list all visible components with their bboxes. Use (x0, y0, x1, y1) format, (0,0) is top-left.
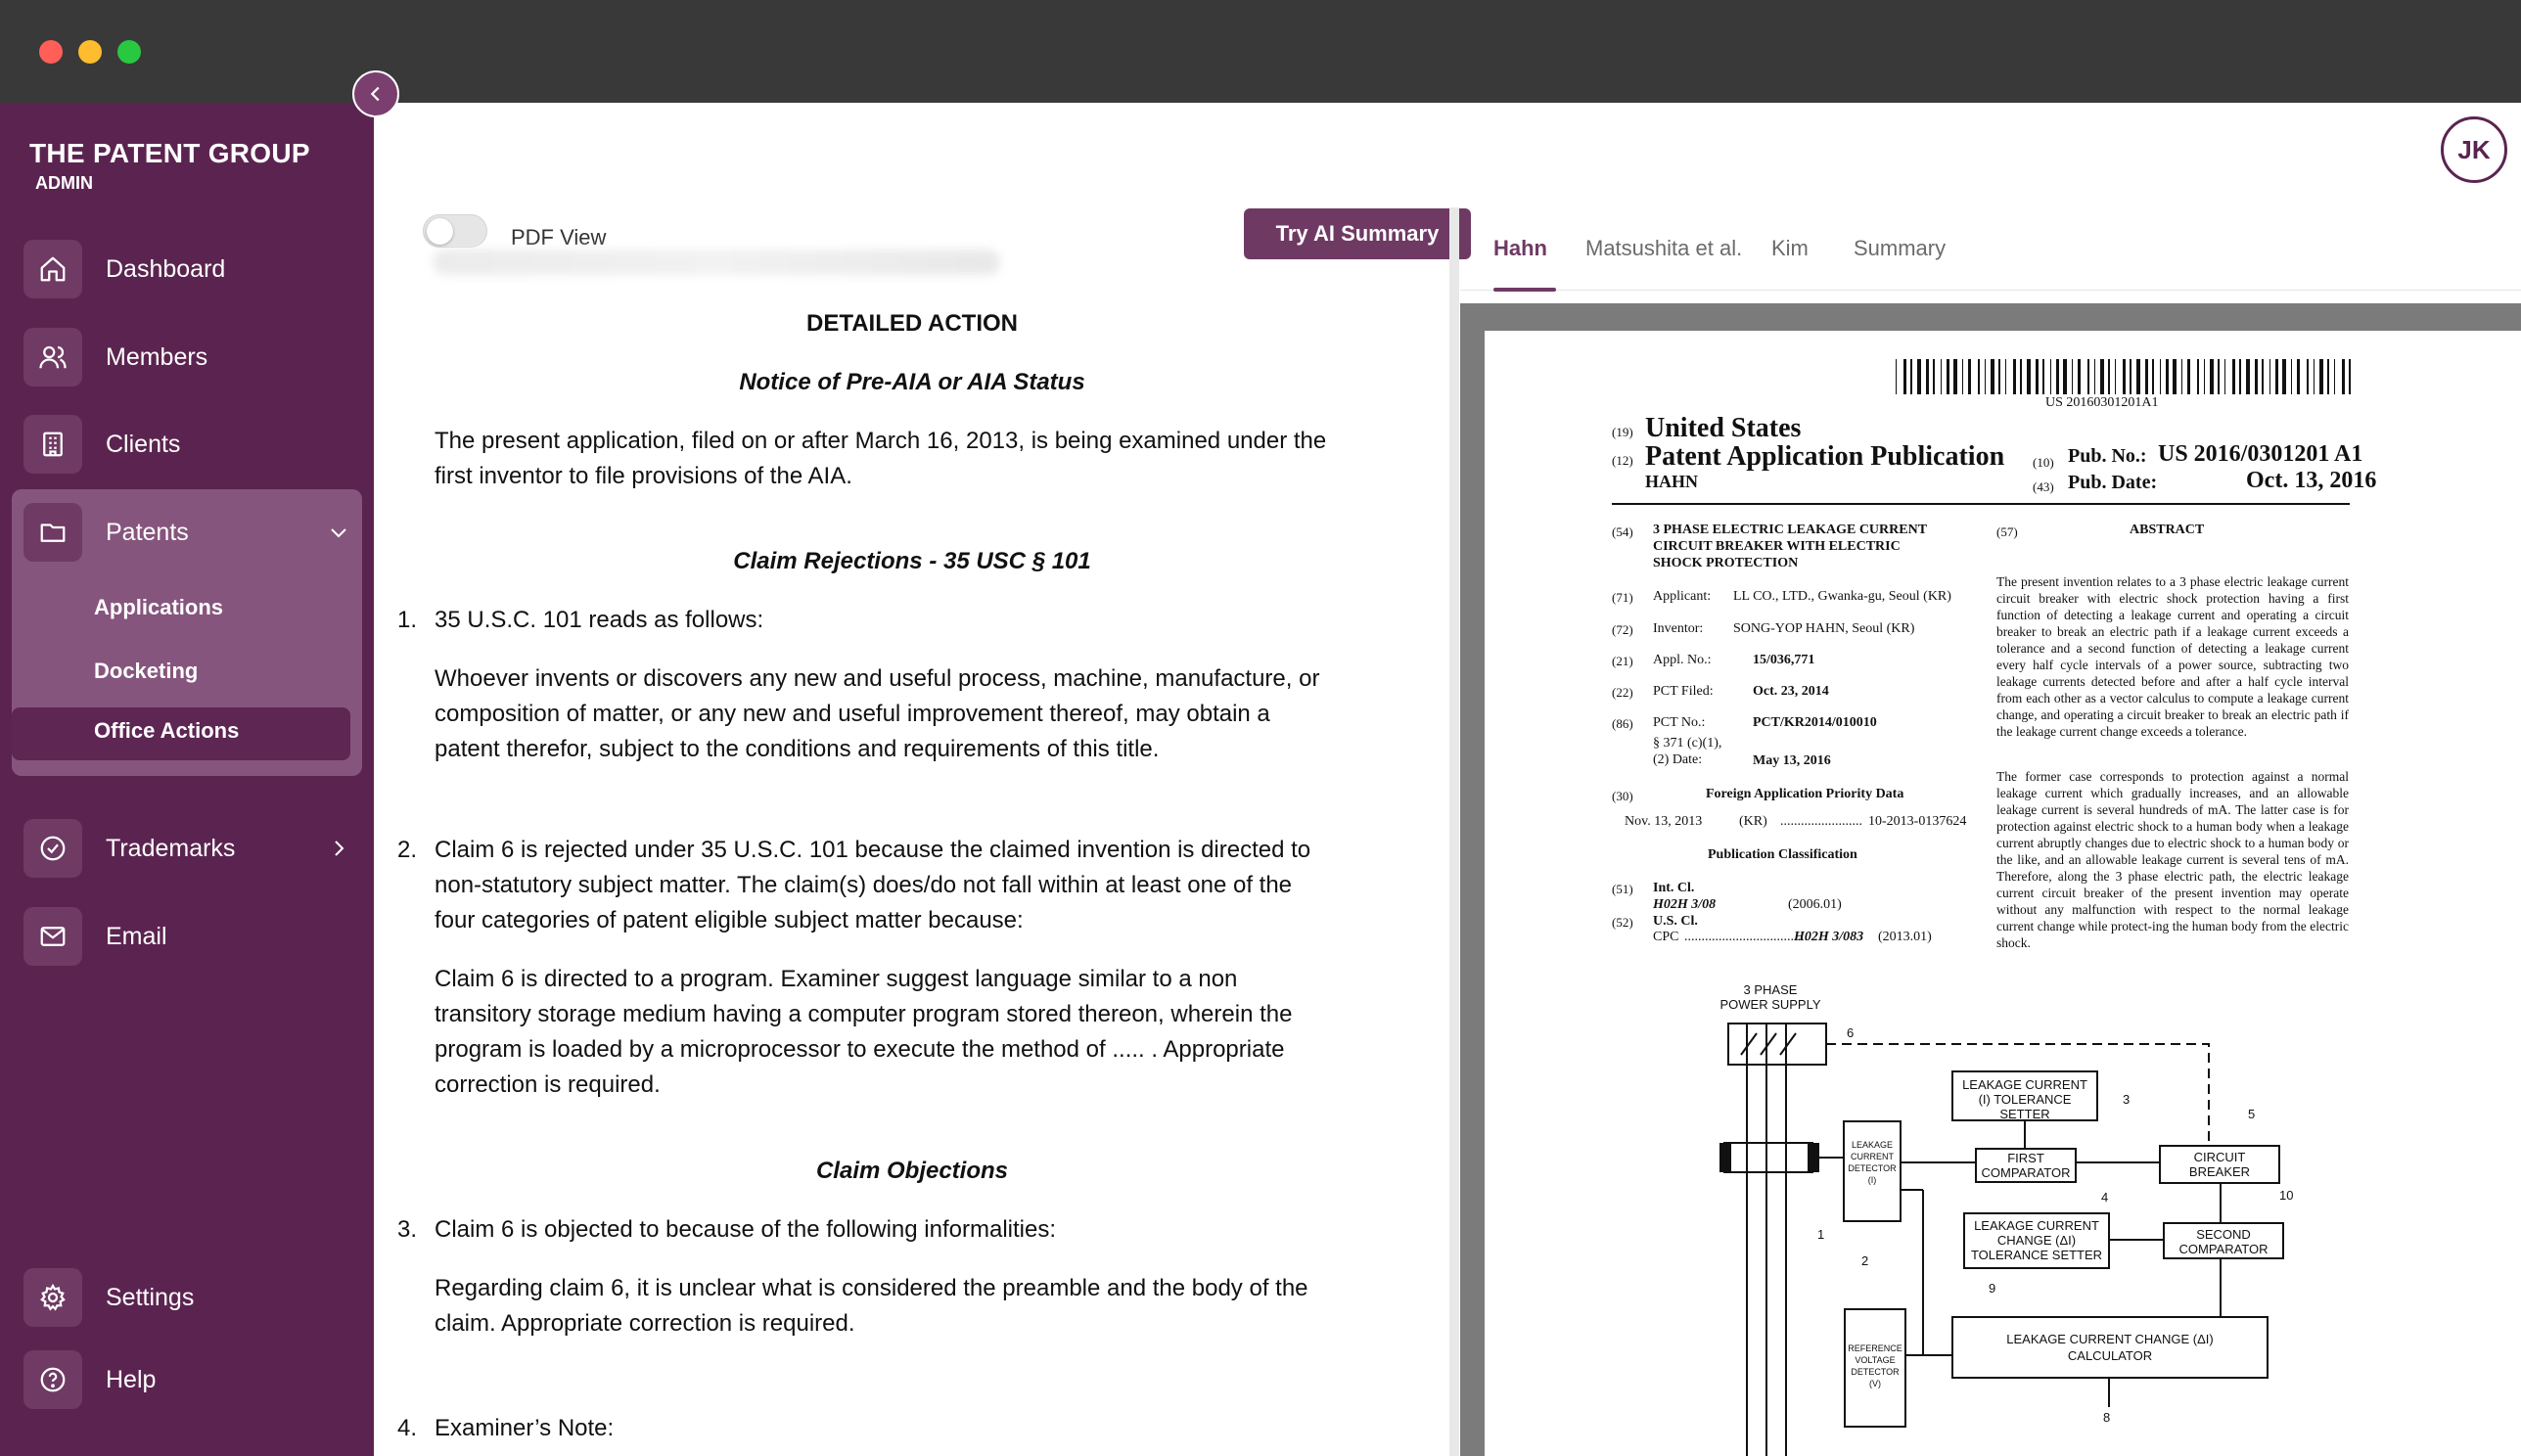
field-label: PCT No.: (1653, 715, 1706, 730)
office-action-document (374, 103, 1441, 1456)
folder-icon (23, 503, 82, 562)
avatar[interactable]: JK (2441, 116, 2507, 183)
inid-code: (43) (2033, 479, 2054, 494)
tab-kim[interactable]: Kim (1771, 236, 1809, 260)
sidebar-item-trademarks[interactable] (23, 817, 362, 880)
sidebar-item-dashboard[interactable] (23, 238, 362, 300)
home-icon (23, 240, 82, 298)
blurred-text (433, 250, 1000, 275)
objections-heading: Claim Objections (815, 1158, 1009, 1184)
diagram-label: 3 PHASE (1743, 982, 1798, 997)
item-text: Claim 6 is objected to because of the following informalities: (435, 1216, 1056, 1243)
field-label: Applicant: (1653, 589, 1712, 604)
inid-code: (30) (1612, 789, 1633, 803)
inid-code: (22) (1612, 685, 1633, 700)
item-text: Claim 6 is rejected under 35 U.S.C. 101 because the claimed invention is directed to (435, 837, 1311, 863)
diagram-label: COMPARATOR (1981, 1165, 2071, 1180)
detail-line: Claim 6 is directed to a program. Examiner suggest language similar to a non (435, 966, 1238, 992)
sidebar-item-label: Email (106, 922, 167, 950)
item-text: Examiner’s Note: (435, 1415, 615, 1441)
tab-hahn[interactable]: Hahn (1493, 236, 1547, 260)
pdf-page (1485, 331, 2521, 1456)
close-window-button[interactable] (39, 40, 63, 64)
item-text: 35 U.S.C. 101 reads as follows: (435, 607, 764, 633)
field-label: § 371 (c)(1), (1653, 736, 1722, 751)
abstract-heading: ABSTRACT (2130, 523, 2205, 537)
inid-code: (12) (1612, 453, 1633, 468)
item-text: four categories of patent eligible subject matter because: (435, 907, 1024, 933)
gear-icon (23, 1268, 82, 1327)
field-value: May 13, 2016 (1753, 753, 1831, 768)
sidebar-item-members[interactable] (23, 326, 362, 388)
pub-date: Oct. 13, 2016 (2246, 468, 2377, 493)
notice-heading: Notice of Pre-AIA or AIA Status (739, 369, 1085, 395)
building-icon (23, 415, 82, 474)
sidebar-subitem-office-actions[interactable]: Office Actions (94, 718, 240, 743)
maximize-window-button[interactable] (117, 40, 141, 64)
chevron-left-icon (365, 83, 387, 105)
diagram-label: (I) TOLERANCE (1978, 1092, 2072, 1107)
diagram-ref: 5 (2248, 1107, 2256, 1121)
active-tab-indicator (1493, 288, 1556, 292)
panel-divider[interactable] (1449, 207, 1459, 1456)
abstract-paragraph: The present invention relates to a 3 phase electric leakage current circuit breaker with electric shock protection having a first function of detecting a leakage current and operating a circuit breaker to break an electric path if a leakage current exceeds a tolerance and a second function of detecting a leakage current every half cycle intervals of a power source, subtracting two leakage currents detected before and after a half cycle interval from each other as a vector calculus to compute a leakage current change, and operating a circuit breaker to break an electric path if the leakage current change exceeds a tolerance. (1996, 574, 2349, 739)
detail-line: program is loaded by a microprocessor to execute the method of ..... . Appropriate (435, 1036, 1285, 1063)
field-label: Inventor: (1653, 621, 1704, 636)
field-value: LL CO., LTD., Gwanka-gu, Seoul (KR) (1733, 589, 1951, 604)
detail-line: transitory storage medium having a computer program stored thereon, wherein the (435, 1001, 1293, 1027)
diagram-label: COMPARATOR (2178, 1242, 2269, 1256)
diagram-ref: 1 (1817, 1227, 1825, 1242)
diagram-label: FIRST (2007, 1151, 2044, 1165)
notice-text-line: first inventor to file provisions of the AIA. (435, 463, 852, 489)
diagram-ref: 3 (2123, 1092, 2131, 1107)
diagram-label: TOLERANCE SETTER (1970, 1248, 2103, 1262)
diagram-label: LEAKAGE CURRENT (1974, 1218, 2099, 1233)
pdf-country: United States (1645, 413, 1802, 443)
minimize-window-button[interactable] (78, 40, 102, 64)
abstract-paragraph: The former case corresponds to protection against a normal leakage current which gradually increases, and an allowable leakage current is several hundreds of mA. The latter case is for protection against electric shock to a human body when a leakage current abruptly changes due to electric shock to a human body or the like, and an allowable leakage current is several tens of mA. Therefore, along the 3 phase electric path, the electric leakage current circuit breaker of the present invention may operate without any malfunction with respect to the normal leakage current change while protect-ing the human body from the electric shock. (1996, 769, 2349, 950)
inid-code: (52) (1612, 915, 1633, 930)
pub-date-label: Pub. Date: (2068, 472, 2158, 493)
tab-summary[interactable]: Summary (1854, 236, 1947, 260)
diagram-label: VOLTAGE (1855, 1355, 1896, 1365)
diagram-label: BREAKER (2188, 1164, 2251, 1179)
brand-name: THE PATENT GROUP (29, 138, 310, 168)
diagram-ref: 10 (2279, 1188, 2294, 1203)
item-number: 2. (397, 837, 418, 863)
pdf-title-line: 3 PHASE ELECTRIC LEAKAGE CURRENT (1653, 523, 1928, 537)
chevron-right-icon (327, 837, 350, 865)
diagram-ref: 9 (1989, 1281, 1996, 1296)
diagram-label: CHANGE (ΔI) (1996, 1233, 2077, 1248)
inid-code: (57) (1996, 524, 2018, 539)
diagram-label: DETECTOR (1848, 1163, 1897, 1173)
diagram-label: DETECTOR (1851, 1367, 1900, 1377)
quote-line: patent therefor, subject to the conditions and requirements of this title. (435, 736, 1160, 762)
field-value: Oct. 23, 2014 (1753, 684, 1829, 699)
check-badge-icon (23, 819, 82, 878)
users-icon (23, 328, 82, 387)
inid-code: (71) (1612, 590, 1633, 605)
diagram-label: LEAKAGE (1851, 1140, 1894, 1150)
sidebar-item-email[interactable] (23, 905, 362, 968)
detail-line: correction is required. (435, 1071, 661, 1098)
diagram-label: (V) (1869, 1379, 1881, 1388)
leader-dots: .................................... (1684, 930, 1808, 944)
item-number: 3. (397, 1216, 418, 1243)
diagram-ref: 8 (2103, 1410, 2111, 1425)
chevron-down-icon (327, 521, 350, 549)
diagram-label: CURRENT (1851, 1152, 1894, 1161)
inid-code: (72) (1612, 622, 1633, 637)
sidebar-item-label: Settings (106, 1283, 195, 1311)
mail-icon (23, 907, 82, 966)
field-value: H02H 3/08 (1653, 897, 1717, 912)
pub-no: US 2016/0301201 A1 (2158, 441, 2363, 467)
field-label: U.S. Cl. (1653, 914, 1698, 929)
field-label: CPC (1653, 930, 1679, 944)
sidebar-subitem-docketing[interactable]: Docketing (94, 659, 199, 683)
help-icon (23, 1350, 82, 1409)
inid-code: (21) (1612, 654, 1633, 668)
inid-code: (19) (1612, 425, 1633, 439)
field-value: Nov. 13, 2013 (1625, 814, 1703, 829)
user-role: ADMIN (35, 173, 93, 193)
section-heading: Foreign Application Priority Data (1706, 787, 1904, 801)
barcode-number: US 20160301201A1 (2045, 395, 2159, 410)
field-label: Int. Cl. (1653, 881, 1695, 895)
sidebar-item-help[interactable] (23, 1348, 362, 1411)
diagram-label: CALCULATOR (2067, 1348, 2153, 1363)
sidebar-item-label: Members (106, 342, 208, 371)
sidebar-subitem-applications[interactable]: Applications (94, 595, 224, 619)
inid-code: (86) (1612, 716, 1633, 731)
field-value: PCT/KR2014/010010 (1753, 715, 1877, 730)
sidebar-item-settings[interactable] (23, 1266, 362, 1329)
field-value: (2013.01) (1878, 930, 1932, 944)
pub-no-label: Pub. No.: (2068, 445, 2147, 467)
diagram-label: LEAKAGE CURRENT (1962, 1077, 2087, 1092)
sidebar-item-patents[interactable] (23, 501, 362, 564)
pdf-type: Patent Application Publication (1645, 441, 2005, 472)
diagram-label: SETTER (1999, 1107, 2050, 1121)
field-value: SONG-YOP HAHN, Seoul (KR) (1733, 621, 1915, 636)
quote-line: composition of matter, or any new and useful improvement thereof, may obtain a (435, 701, 1270, 727)
sidebar-item-label: Help (106, 1365, 157, 1393)
inid-code: (10) (2033, 455, 2054, 470)
notice-text-line: The present application, filed on or after March 16, 2013, is being examined under the (435, 428, 1327, 454)
pdf-view-label: PDF View (511, 225, 607, 250)
field-value: (KR) (1739, 814, 1767, 829)
section-heading: Publication Classification (1708, 847, 1857, 862)
field-label: (2) Date: (1653, 752, 1703, 767)
diagram-label: (I) (1867, 1175, 1877, 1185)
field-value: H02H 3/083 (1794, 930, 1864, 944)
pdf-view-toggle[interactable] (423, 214, 487, 248)
diagram-label: POWER SUPPLY (1719, 997, 1821, 1012)
inid-code: (51) (1612, 882, 1633, 896)
sidebar-item-label: Trademarks (106, 834, 236, 862)
diagram-ref: 6 (1847, 1025, 1855, 1040)
detail-line: Regarding claim 6, it is unclear what is considered the preamble and the body of the (435, 1275, 1308, 1301)
sidebar-item-label: Clients (106, 430, 181, 458)
diagram-label: LEAKAGE CURRENT CHANGE (ΔI) (2006, 1332, 2214, 1346)
quote-line: Whoever invents or discovers any new and useful process, machine, manufacture, or (435, 665, 1320, 692)
reference-tabs (1460, 201, 2521, 291)
diagram-label: SECOND (2196, 1227, 2251, 1242)
field-value: 15/036,771 (1753, 653, 1815, 667)
item-number: 4. (397, 1415, 418, 1441)
circuit-diagram (1485, 967, 2521, 1456)
item-text: non-statutory subject matter. The claim(s) does/do not fall within at least one of the (435, 872, 1293, 898)
barcode (1896, 359, 2350, 394)
diagram-ref: 2 (1861, 1253, 1869, 1268)
diagram-label: REFERENCE (1848, 1343, 1902, 1353)
try-ai-summary-button[interactable]: Try AI Summary (1244, 208, 1471, 259)
leader-dots: ........................ (1780, 814, 1862, 829)
field-value: 10-2013-0137624 (1868, 814, 1967, 829)
sidebar (0, 103, 374, 1456)
sidebar-item-label: Dashboard (106, 254, 226, 283)
diagram-label: CIRCUIT (2193, 1150, 2246, 1164)
sidebar-item-label: Patents (106, 518, 189, 546)
pdf-title-line: CIRCUIT BREAKER WITH ELECTRIC (1653, 539, 1901, 554)
detail-line: claim. Appropriate correction is required. (435, 1310, 855, 1337)
pdf-title-line: SHOCK PROTECTION (1653, 556, 1799, 570)
inid-code: (54) (1612, 524, 1633, 539)
rejections-heading: Claim Rejections - 35 USC § 101 (733, 548, 1091, 574)
document-title: DETAILED ACTION (806, 310, 1018, 337)
pdf-inventor-short: HAHN (1645, 472, 1698, 491)
sidebar-item-clients[interactable] (23, 413, 362, 476)
item-number: 1. (397, 607, 418, 633)
field-label: PCT Filed: (1653, 684, 1714, 699)
field-value: (2006.01) (1788, 897, 1842, 912)
field-label: Appl. No.: (1653, 653, 1712, 667)
collapse-sidebar-button[interactable] (352, 70, 399, 117)
tab-matsushita[interactable]: Matsushita et al. (1585, 236, 1743, 260)
diagram-ref: 4 (2101, 1190, 2109, 1205)
header-rule (1612, 503, 2350, 505)
